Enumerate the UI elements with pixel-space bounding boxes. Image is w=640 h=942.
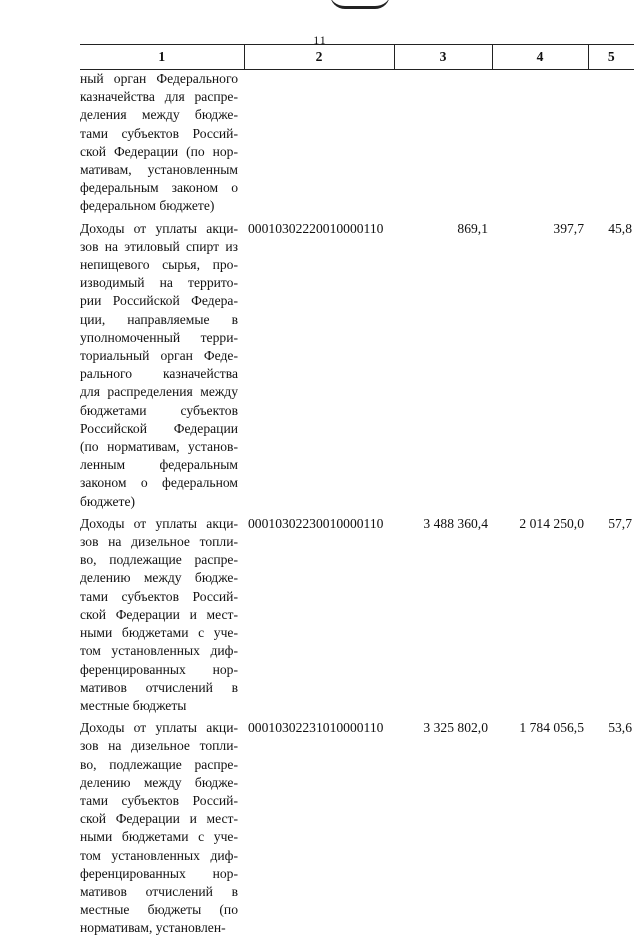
description-line: ференцированных нор- <box>80 865 238 881</box>
percent-col5: 57,7 <box>608 515 632 531</box>
description-line: законом о федеральном <box>80 475 238 491</box>
budget-classification-code: 00010302230010000110 <box>248 515 384 531</box>
description-line: местные бюджеты (по <box>80 902 238 918</box>
description-line: Доходы от уплаты акци- <box>80 720 238 736</box>
description-line: нормативам, установлен- <box>80 920 226 936</box>
description-line: тами субъектов Россий- <box>80 792 238 808</box>
table-row <box>80 515 634 719</box>
description-line: ской Федерации и мест- <box>80 606 238 622</box>
description-line: рии Российской Федера- <box>80 293 238 309</box>
value-col4: 397,7 <box>553 220 584 236</box>
percent-col5: 53,6 <box>608 720 632 736</box>
value-col4: 2 014 250,0 <box>519 515 584 531</box>
description-line: ской Федерации и мест- <box>80 811 238 827</box>
description-line: деления между бюдже- <box>80 107 238 123</box>
description-line: ции, направляемые в <box>80 311 238 327</box>
description-line: Доходы от уплаты акци- <box>80 515 238 531</box>
table-row <box>80 719 634 941</box>
description-line: делению между бюдже- <box>80 570 238 586</box>
description-line: непищевого сырья, про- <box>80 257 238 273</box>
budget-classification-code <box>244 70 394 220</box>
description-line: мативов отчислений в <box>80 679 238 695</box>
description-line: тами субъектов Россий- <box>80 588 238 604</box>
description-line: Российской Федерации <box>80 420 238 436</box>
description-line: казначейства для распре- <box>80 89 238 105</box>
description-line: изводимый на террито- <box>80 275 238 291</box>
description-line: ный орган Федерального <box>80 71 238 86</box>
description-line: местные бюджеты <box>80 697 187 713</box>
budget-classification-code: 00010302220010000110 <box>248 220 384 236</box>
revenue-table <box>80 44 634 942</box>
description-line: (по нормативам, установ- <box>80 439 238 455</box>
column-header: 5 <box>588 45 634 70</box>
description-line: федеральном бюджете) <box>80 198 215 214</box>
description-line: том установленных диф- <box>80 643 238 659</box>
revenue-description <box>80 70 244 220</box>
description-line: во, подлежащие распре- <box>80 756 238 772</box>
scan-mark <box>330 0 390 9</box>
description-line: ленным федеральным <box>80 457 238 473</box>
description-line: делению между бюдже- <box>80 774 238 790</box>
description-line: бюджетами субъектов <box>80 402 238 418</box>
description-line: Доходы от уплаты акци- <box>80 220 238 236</box>
description-line: ными бюджетами с уче- <box>80 625 238 641</box>
description-line: федеральным законом о <box>80 180 238 196</box>
value-col4: 1 784 056,5 <box>519 720 584 736</box>
description-line: тами субъектов Россий- <box>80 125 238 141</box>
value-col3: 869,1 <box>457 220 488 236</box>
description-line: ференцированных нор- <box>80 661 238 677</box>
description-line: бюджете) <box>80 493 136 509</box>
table-row <box>80 70 634 220</box>
table-header-row <box>80 45 634 70</box>
budget-classification-code: 00010302231010000110 <box>248 720 384 736</box>
column-header: 2 <box>244 45 394 70</box>
description-line: зов на дизельное топли- <box>80 534 238 550</box>
revenue-description <box>80 719 244 941</box>
description-line: ториальный орган Феде- <box>80 348 238 364</box>
description-line: том установленных диф- <box>80 847 238 863</box>
table-body <box>80 70 634 942</box>
page-number: 11 <box>313 33 327 47</box>
description-line: мативам, установленным <box>80 162 238 178</box>
description-line: зов на этиловый спирт из <box>80 238 238 254</box>
column-header: 4 <box>492 45 588 70</box>
description-line: зов на дизельное топли- <box>80 738 238 754</box>
description-line: для распределения между <box>80 384 238 400</box>
description-line: мативов отчислений в <box>80 883 238 899</box>
percent-col5: 45,8 <box>608 220 632 236</box>
revenue-description <box>80 220 244 515</box>
description-line: уполномоченный терри- <box>80 329 238 345</box>
description-line: рального казначейства <box>80 366 238 382</box>
description-line: ской Федерации (по нор- <box>80 143 238 159</box>
value-col3: 3 325 802,0 <box>423 720 488 736</box>
description-line: ными бюджетами с уче- <box>80 829 238 845</box>
column-header: 1 <box>80 45 244 70</box>
value-col3 <box>394 70 492 220</box>
description-line: во, подлежащие распре- <box>80 552 238 568</box>
table-row <box>80 220 634 515</box>
percent-col5 <box>588 70 634 220</box>
value-col3: 3 488 360,4 <box>423 515 488 531</box>
value-col4 <box>492 70 588 220</box>
column-header: 3 <box>394 45 492 70</box>
revenue-description <box>80 515 244 719</box>
